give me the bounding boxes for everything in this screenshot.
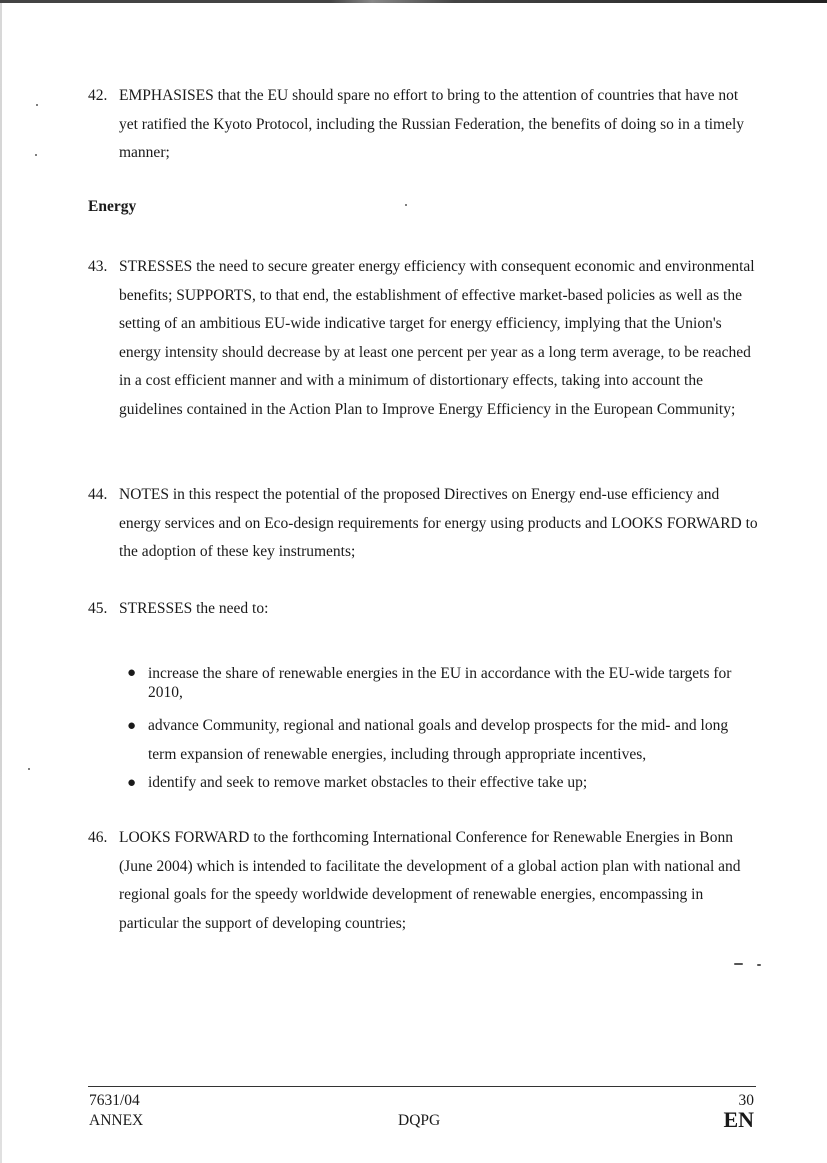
paragraph-number: 45. bbox=[88, 600, 108, 617]
paragraph-text: EMPHASISES that the EU should spare no effort to bring to the attention of countries that have not yet ratified the Kyoto Protocol, including the Russian Federation, the benefits of doing so in a timely manner; bbox=[119, 87, 745, 161]
section-heading-energy: Energy bbox=[88, 198, 137, 215]
list-item-text: identify and seek to remove market obstacles to their effective take up; bbox=[148, 774, 588, 791]
scan-top-edge bbox=[0, 0, 827, 3]
paragraph-44 bbox=[88, 481, 758, 567]
department-code: DQPG bbox=[398, 1112, 441, 1129]
language-code: EN bbox=[723, 1107, 754, 1132]
list-item-text: increase the share of renewable energies in the EU in accordance with the EU-wide targets for 2010, bbox=[148, 665, 732, 701]
paragraph-number: 44. bbox=[88, 486, 108, 503]
paragraph-number: 46. bbox=[88, 829, 108, 846]
paragraph-text: LOOKS FORWARD to the forthcoming International Conference for Renewable Energies in Bonn (June 2004) which is intended to facilitate the development of a global action plan with national and regional goals for the speedy worldwide development of renewable energies, encompassing in particular the support of developing countries; bbox=[119, 829, 741, 932]
scan-speck bbox=[734, 963, 743, 965]
annex-label: ANNEX bbox=[89, 1112, 144, 1129]
paragraph-text: NOTES in this respect the potential of the proposed Directives on Energy end-use efficiency and energy services and on Eco-design requirements for energy using products and LOOKS FORWARD to the adoption of these key instruments; bbox=[119, 486, 758, 560]
paragraph-42 bbox=[88, 82, 758, 168]
paragraph-46 bbox=[88, 824, 758, 938]
scan-speck bbox=[28, 768, 30, 770]
scan-left-edge bbox=[0, 3, 2, 1163]
bullet-list bbox=[126, 664, 758, 798]
list-item bbox=[126, 712, 758, 769]
scan-speck bbox=[35, 154, 37, 156]
bullet-icon: ● bbox=[127, 665, 137, 681]
page-number: 30 bbox=[738, 1092, 754, 1109]
paragraph-45 bbox=[88, 595, 758, 624]
paragraph-43 bbox=[88, 253, 758, 424]
list-item bbox=[126, 769, 758, 798]
scan-speck bbox=[405, 204, 407, 206]
paragraph-number: 42. bbox=[88, 87, 108, 104]
list-item-text: advance Community, regional and national goals and develop prospects for the mid- and long term expansion of renewable energies, including through appropriate incentives, bbox=[148, 717, 729, 763]
footer-divider bbox=[88, 1086, 756, 1087]
scan-speck bbox=[36, 104, 38, 106]
paragraph-number: 43. bbox=[88, 258, 108, 275]
scan-speck bbox=[757, 964, 761, 966]
list-item bbox=[126, 664, 758, 702]
bullet-icon: ● bbox=[127, 775, 137, 791]
bullet-icon: ● bbox=[127, 718, 137, 734]
paragraph-text: STRESSES the need to: bbox=[119, 600, 269, 617]
document-reference: 7631/04 bbox=[89, 1092, 140, 1109]
paragraph-text: STRESSES the need to secure greater energy efficiency with consequent economic and environmental benefits; SUPPORTS, to that end, the establishment of effective market-based policies as well as the setting of an ambitious EU-wide indicative target for energy efficiency, implying that the Union's energy intensity should decrease by at least one percent per year as a long term average, to be reached in a cost efficient manner and with a minimum of distortionary effects, taking into account the guidelines contained in the Action Plan to Improve Energy Efficiency in the European Community; bbox=[119, 258, 755, 418]
